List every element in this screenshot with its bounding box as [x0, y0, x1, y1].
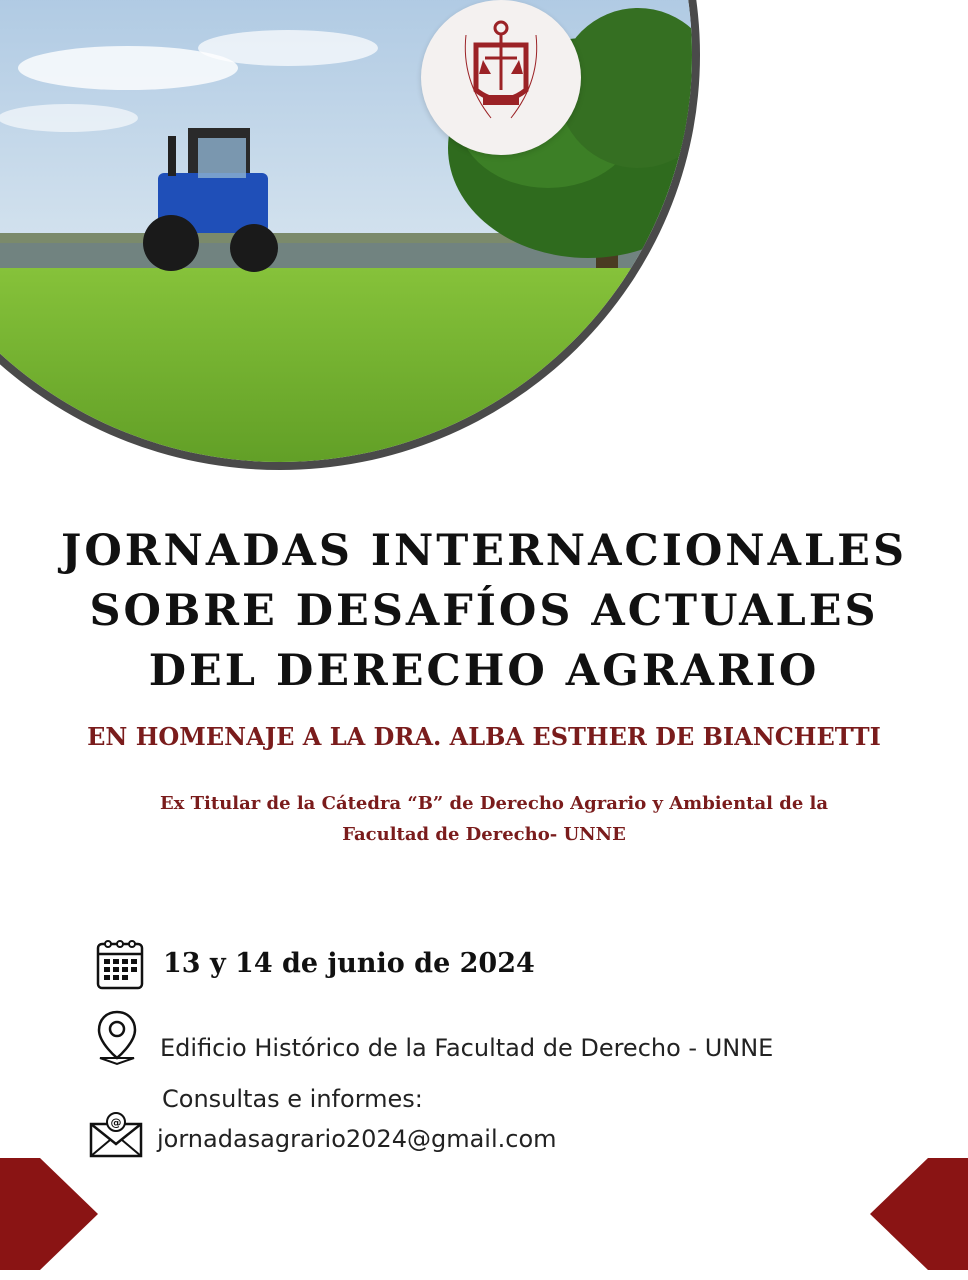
honoree-note-line-2: Facultad de Derecho- UNNE [342, 824, 626, 845]
honoree-note-line-1: Ex Titular de la Cátedra “B” de Derecho Agrario y Ambiental de la [159, 793, 829, 814]
tribute-subtitle: EN HOMENAJE A LA DRA. ALBA ESTHER DE BIANCHETTI [87, 722, 881, 751]
university-seal [421, 0, 581, 155]
university-seal-icon [421, 0, 581, 155]
event-date: 13 y 14 de junio de 2024 [163, 948, 535, 979]
svg-text:@: @ [110, 1116, 122, 1129]
location-pin-icon [96, 1010, 138, 1066]
calendar-icon [96, 938, 146, 992]
title-line-2: SOBRE DESAFÍOS ACTUALES [89, 586, 879, 636]
tractor-field-photo [0, 0, 700, 470]
contact-email[interactable]: jornadasagrario2024@gmail.com [157, 1125, 557, 1153]
email-icon [88, 1110, 144, 1160]
event-location: Edificio Histórico de la Facultad de Derecho - UNNE [160, 1034, 774, 1062]
right-corner-triangle [868, 1158, 968, 1280]
header-photo-circle [0, 0, 700, 470]
title-line-1: JORNADAS INTERNACIONALES [61, 526, 907, 576]
title-line-3: DEL DERECHO AGRARIO [148, 646, 820, 696]
consult-label: Consultas e informes: [162, 1085, 423, 1113]
left-corner-triangle [0, 1158, 100, 1280]
